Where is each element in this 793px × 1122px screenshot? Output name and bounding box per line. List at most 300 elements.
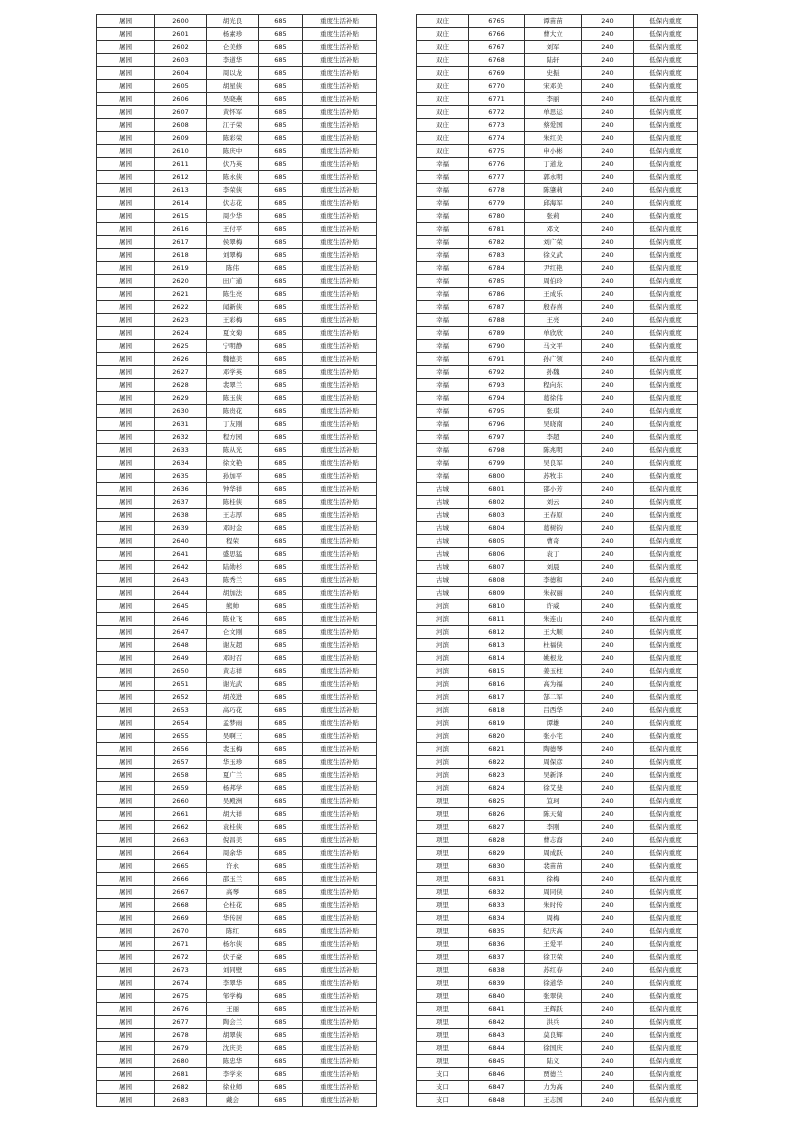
name-cell: 刘军 <box>525 41 582 54</box>
town-cell: 项里 <box>417 860 469 873</box>
amount-cell: 685 <box>259 873 303 886</box>
amount-cell: 240 <box>582 171 634 184</box>
amount-cell: 240 <box>582 977 634 990</box>
amount-cell: 685 <box>259 912 303 925</box>
category-cell: 重度生活补贴 <box>303 769 377 782</box>
category-cell: 低保内重度 <box>634 743 698 756</box>
table-row <box>97 652 377 665</box>
name-cell: 邓学英 <box>207 366 259 379</box>
amount-cell: 240 <box>582 678 634 691</box>
table-row <box>417 145 698 158</box>
category-cell: 低保内重度 <box>634 223 698 236</box>
category-cell: 重度生活补贴 <box>303 990 377 1003</box>
serial-cell: 6814 <box>469 652 525 665</box>
category-cell: 重度生活补贴 <box>303 184 377 197</box>
table-row <box>417 444 698 457</box>
name-cell: 周同侠 <box>525 886 582 899</box>
left-table-body <box>97 15 377 1107</box>
serial-cell: 2612 <box>155 171 207 184</box>
town-cell: 河滨 <box>417 639 469 652</box>
serial-cell: 2621 <box>155 288 207 301</box>
town-cell: 屠园 <box>97 379 155 392</box>
category-cell: 重度生活补贴 <box>303 717 377 730</box>
amount-cell: 685 <box>259 444 303 457</box>
name-cell: 李学来 <box>207 1068 259 1081</box>
town-cell: 项里 <box>417 821 469 834</box>
town-cell: 项里 <box>417 847 469 860</box>
serial-cell: 2600 <box>155 15 207 28</box>
table-row <box>97 431 377 444</box>
amount-cell: 685 <box>259 236 303 249</box>
category-cell: 重度生活补贴 <box>303 340 377 353</box>
name-cell: 沈庆美 <box>207 1042 259 1055</box>
table-row <box>417 743 698 756</box>
category-cell: 低保内重度 <box>634 873 698 886</box>
category-cell: 低保内重度 <box>634 925 698 938</box>
category-cell: 重度生活补贴 <box>303 951 377 964</box>
serial-cell: 2661 <box>155 808 207 821</box>
name-cell: 许威 <box>525 600 582 613</box>
town-cell: 屠园 <box>97 28 155 41</box>
town-cell: 河滨 <box>417 600 469 613</box>
town-cell: 屠园 <box>97 54 155 67</box>
category-cell: 重度生活补贴 <box>303 106 377 119</box>
amount-cell: 685 <box>259 522 303 535</box>
serial-cell: 2660 <box>155 795 207 808</box>
town-cell: 项里 <box>417 899 469 912</box>
name-cell: 周余华 <box>207 847 259 860</box>
category-cell: 重度生活补贴 <box>303 860 377 873</box>
town-cell: 屠园 <box>97 522 155 535</box>
amount-cell: 240 <box>582 652 634 665</box>
serial-cell: 6785 <box>469 275 525 288</box>
category-cell: 低保内重度 <box>634 106 698 119</box>
town-cell: 屠园 <box>97 171 155 184</box>
amount-cell: 685 <box>259 470 303 483</box>
amount-cell: 240 <box>582 223 634 236</box>
town-cell: 屠园 <box>97 340 155 353</box>
name-cell: 李德和 <box>525 574 582 587</box>
table-row <box>97 847 377 860</box>
category-cell: 重度生活补贴 <box>303 197 377 210</box>
table-row <box>97 899 377 912</box>
table-row <box>97 691 377 704</box>
name-cell: 李荣侠 <box>207 184 259 197</box>
serial-cell: 2672 <box>155 951 207 964</box>
serial-cell: 6818 <box>469 704 525 717</box>
serial-cell: 2615 <box>155 210 207 223</box>
table-row <box>97 119 377 132</box>
table-row <box>97 80 377 93</box>
town-cell: 屠园 <box>97 1081 155 1094</box>
name-cell: 陈天菊 <box>525 808 582 821</box>
category-cell: 重度生活补贴 <box>303 223 377 236</box>
serial-cell: 2681 <box>155 1068 207 1081</box>
serial-cell: 6829 <box>469 847 525 860</box>
category-cell: 低保内重度 <box>634 444 698 457</box>
serial-cell: 2679 <box>155 1042 207 1055</box>
category-cell: 重度生活补贴 <box>303 119 377 132</box>
category-cell: 重度生活补贴 <box>303 327 377 340</box>
town-cell: 屠园 <box>97 769 155 782</box>
category-cell: 重度生活补贴 <box>303 366 377 379</box>
town-cell: 双庄 <box>417 54 469 67</box>
category-cell: 低保内重度 <box>634 496 698 509</box>
amount-cell: 240 <box>582 210 634 223</box>
town-cell: 河滨 <box>417 691 469 704</box>
amount-cell: 685 <box>259 457 303 470</box>
category-cell: 低保内重度 <box>634 977 698 990</box>
name-cell: 魏德美 <box>207 353 259 366</box>
amount-cell: 685 <box>259 847 303 860</box>
town-cell: 双庄 <box>417 28 469 41</box>
name-cell: 周保彦 <box>525 756 582 769</box>
name-cell: 苏牧丰 <box>525 470 582 483</box>
town-cell: 河滨 <box>417 626 469 639</box>
town-cell: 屠园 <box>97 730 155 743</box>
town-cell: 屠园 <box>97 314 155 327</box>
town-cell: 双庄 <box>417 106 469 119</box>
category-cell: 重度生活补贴 <box>303 67 377 80</box>
category-cell: 重度生活补贴 <box>303 574 377 587</box>
table-row <box>417 561 698 574</box>
table-row <box>417 184 698 197</box>
category-cell: 重度生活补贴 <box>303 28 377 41</box>
town-cell: 屠园 <box>97 860 155 873</box>
town-cell: 屠园 <box>97 899 155 912</box>
name-cell: 申小彬 <box>525 145 582 158</box>
town-cell: 幸福 <box>417 223 469 236</box>
amount-cell: 685 <box>259 600 303 613</box>
table-row <box>97 158 377 171</box>
category-cell: 低保内重度 <box>634 782 698 795</box>
table-row <box>97 665 377 678</box>
category-cell: 低保内重度 <box>634 834 698 847</box>
table-row <box>417 340 698 353</box>
table-row <box>97 353 377 366</box>
table-row <box>97 210 377 223</box>
amount-cell: 685 <box>259 587 303 600</box>
town-cell: 项里 <box>417 834 469 847</box>
name-cell: 吕西华 <box>525 704 582 717</box>
amount-cell: 685 <box>259 730 303 743</box>
town-cell: 屠园 <box>97 587 155 600</box>
category-cell: 重度生活补贴 <box>303 847 377 860</box>
amount-cell: 685 <box>259 834 303 847</box>
town-cell: 幸福 <box>417 288 469 301</box>
amount-cell: 240 <box>582 639 634 652</box>
serial-cell: 6791 <box>469 353 525 366</box>
amount-cell: 685 <box>259 67 303 80</box>
amount-cell: 685 <box>259 704 303 717</box>
town-cell: 屠园 <box>97 873 155 886</box>
amount-cell: 240 <box>582 561 634 574</box>
town-cell: 屠园 <box>97 210 155 223</box>
amount-cell: 240 <box>582 392 634 405</box>
name-cell: 伏子豪 <box>207 951 259 964</box>
table-row <box>417 418 698 431</box>
name-cell: 高为福 <box>525 678 582 691</box>
amount-cell: 240 <box>582 340 634 353</box>
amount-cell: 240 <box>582 41 634 54</box>
serial-cell: 2662 <box>155 821 207 834</box>
category-cell: 重度生活补贴 <box>303 431 377 444</box>
table-row <box>97 327 377 340</box>
amount-cell: 685 <box>259 28 303 41</box>
serial-cell: 6842 <box>469 1016 525 1029</box>
serial-cell: 2606 <box>155 93 207 106</box>
category-cell: 低保内重度 <box>634 1068 698 1081</box>
amount-cell: 240 <box>582 431 634 444</box>
town-cell: 屠园 <box>97 392 155 405</box>
serial-cell: 2644 <box>155 587 207 600</box>
serial-cell: 2619 <box>155 262 207 275</box>
name-cell: 苏红春 <box>525 964 582 977</box>
amount-cell: 685 <box>259 691 303 704</box>
town-cell: 双庄 <box>417 15 469 28</box>
amount-cell: 685 <box>259 782 303 795</box>
name-cell: 胡茂进 <box>207 691 259 704</box>
amount-cell: 240 <box>582 873 634 886</box>
table-row <box>97 795 377 808</box>
table-row <box>417 899 698 912</box>
amount-cell: 685 <box>259 1081 303 1094</box>
town-cell: 幸福 <box>417 366 469 379</box>
amount-cell: 240 <box>582 886 634 899</box>
name-cell: 陈忠华 <box>207 1055 259 1068</box>
name-cell: 许永 <box>207 860 259 873</box>
serial-cell: 2603 <box>155 54 207 67</box>
town-cell: 项里 <box>417 1016 469 1029</box>
serial-cell: 2618 <box>155 249 207 262</box>
name-cell: 孙广领 <box>525 353 582 366</box>
town-cell: 幸福 <box>417 392 469 405</box>
town-cell: 屠园 <box>97 1055 155 1068</box>
name-cell: 徐义武 <box>525 249 582 262</box>
amount-cell: 685 <box>259 1029 303 1042</box>
table-row <box>97 223 377 236</box>
serial-cell: 2626 <box>155 353 207 366</box>
serial-cell: 6799 <box>469 457 525 470</box>
amount-cell: 240 <box>582 1055 634 1068</box>
table-row <box>417 717 698 730</box>
table-row <box>97 41 377 54</box>
table-row <box>97 1003 377 1016</box>
table-row <box>417 379 698 392</box>
town-cell: 屠园 <box>97 938 155 951</box>
category-cell: 低保内重度 <box>634 379 698 392</box>
serial-cell: 2630 <box>155 405 207 418</box>
amount-cell: 685 <box>259 639 303 652</box>
table-row <box>97 67 377 80</box>
table-row <box>97 860 377 873</box>
serial-cell: 6787 <box>469 301 525 314</box>
category-cell: 重度生活补贴 <box>303 353 377 366</box>
name-cell: 邓时召 <box>207 652 259 665</box>
category-cell: 低保内重度 <box>634 951 698 964</box>
category-cell: 重度生活补贴 <box>303 548 377 561</box>
category-cell: 低保内重度 <box>634 28 698 41</box>
table-row <box>97 1068 377 1081</box>
table-row <box>417 1029 698 1042</box>
table-row <box>417 470 698 483</box>
serial-cell: 2634 <box>155 457 207 470</box>
table-row <box>97 392 377 405</box>
table-row <box>417 67 698 80</box>
amount-cell: 685 <box>259 275 303 288</box>
serial-cell: 6770 <box>469 80 525 93</box>
serial-cell: 2602 <box>155 41 207 54</box>
serial-cell: 2678 <box>155 1029 207 1042</box>
table-row <box>417 457 698 470</box>
name-cell: 高巧花 <box>207 704 259 717</box>
amount-cell: 685 <box>259 288 303 301</box>
amount-cell: 240 <box>582 327 634 340</box>
serial-cell: 6811 <box>469 613 525 626</box>
amount-cell: 240 <box>582 418 634 431</box>
serial-cell: 6779 <box>469 197 525 210</box>
category-cell: 低保内重度 <box>634 457 698 470</box>
category-cell: 低保内重度 <box>634 964 698 977</box>
table-row <box>97 405 377 418</box>
town-cell: 屠园 <box>97 1094 155 1107</box>
serial-cell: 6834 <box>469 912 525 925</box>
name-cell: 王彩梅 <box>207 314 259 327</box>
category-cell: 重度生活补贴 <box>303 379 377 392</box>
serial-cell: 2610 <box>155 145 207 158</box>
category-cell: 低保内重度 <box>634 119 698 132</box>
serial-cell: 6801 <box>469 483 525 496</box>
category-cell: 重度生活补贴 <box>303 652 377 665</box>
serial-cell: 2675 <box>155 990 207 1003</box>
amount-cell: 685 <box>259 613 303 626</box>
serial-cell: 6788 <box>469 314 525 327</box>
table-row <box>97 574 377 587</box>
amount-cell: 240 <box>582 535 634 548</box>
table-row <box>417 496 698 509</box>
table-row <box>97 1042 377 1055</box>
table-row <box>97 1029 377 1042</box>
amount-cell: 685 <box>259 106 303 119</box>
serial-cell: 2632 <box>155 431 207 444</box>
name-cell: 朱叔丽 <box>525 587 582 600</box>
serial-cell: 2665 <box>155 860 207 873</box>
name-cell: 郜二军 <box>525 691 582 704</box>
serial-cell: 2637 <box>155 496 207 509</box>
category-cell: 重度生活补贴 <box>303 249 377 262</box>
amount-cell: 685 <box>259 171 303 184</box>
serial-cell: 2668 <box>155 899 207 912</box>
amount-cell: 685 <box>259 535 303 548</box>
town-cell: 项里 <box>417 1029 469 1042</box>
name-cell: 史振 <box>525 67 582 80</box>
town-cell: 屠园 <box>97 691 155 704</box>
name-cell: 刘晨 <box>525 561 582 574</box>
name-cell: 谢光武 <box>207 678 259 691</box>
amount-cell: 685 <box>259 145 303 158</box>
table-row <box>417 860 698 873</box>
category-cell: 低保内重度 <box>634 574 698 587</box>
name-cell: 李道华 <box>207 54 259 67</box>
category-cell: 低保内重度 <box>634 54 698 67</box>
table-row <box>97 977 377 990</box>
name-cell: 陈永侠 <box>207 171 259 184</box>
serial-cell: 6766 <box>469 28 525 41</box>
amount-cell: 685 <box>259 925 303 938</box>
name-cell: 曹志裔 <box>525 834 582 847</box>
table-row <box>97 886 377 899</box>
amount-cell: 685 <box>259 54 303 67</box>
table-row <box>97 509 377 522</box>
serial-cell: 6778 <box>469 184 525 197</box>
serial-cell: 6782 <box>469 236 525 249</box>
town-cell: 屠园 <box>97 717 155 730</box>
town-cell: 屠园 <box>97 977 155 990</box>
serial-cell: 6777 <box>469 171 525 184</box>
table-row <box>417 808 698 821</box>
table-row <box>417 15 698 28</box>
amount-cell: 240 <box>582 145 634 158</box>
table-row <box>97 145 377 158</box>
amount-cell: 240 <box>582 509 634 522</box>
serial-cell: 6808 <box>469 574 525 587</box>
serial-cell: 6780 <box>469 210 525 223</box>
category-cell: 重度生活补贴 <box>303 808 377 821</box>
name-cell: 曹大立 <box>525 28 582 41</box>
table-row <box>417 1094 698 1107</box>
town-cell: 屠园 <box>97 847 155 860</box>
table-row <box>97 561 377 574</box>
category-cell: 重度生活补贴 <box>303 600 377 613</box>
name-cell: 谭雄 <box>525 717 582 730</box>
town-cell: 屠园 <box>97 951 155 964</box>
amount-cell: 240 <box>582 795 634 808</box>
town-cell: 屠园 <box>97 834 155 847</box>
name-cell: 陈肇莉 <box>525 184 582 197</box>
name-cell: 程方园 <box>207 431 259 444</box>
serial-cell: 6775 <box>469 145 525 158</box>
amount-cell: 685 <box>259 327 303 340</box>
amount-cell: 240 <box>582 106 634 119</box>
amount-cell: 685 <box>259 314 303 327</box>
name-cell: 殷春喜 <box>525 301 582 314</box>
serial-cell: 6774 <box>469 132 525 145</box>
town-cell: 项里 <box>417 1003 469 1016</box>
table-row <box>97 1016 377 1029</box>
serial-cell: 6771 <box>469 93 525 106</box>
category-cell: 重度生活补贴 <box>303 275 377 288</box>
amount-cell: 240 <box>582 1016 634 1029</box>
name-cell: 夏文菊 <box>207 327 259 340</box>
name-cell: 张莉 <box>525 210 582 223</box>
category-cell: 重度生活补贴 <box>303 899 377 912</box>
table-row <box>97 951 377 964</box>
table-row <box>97 496 377 509</box>
name-cell: 裴玉梅 <box>207 743 259 756</box>
town-cell: 项里 <box>417 1042 469 1055</box>
table-row <box>97 548 377 561</box>
town-cell: 幸福 <box>417 236 469 249</box>
serial-cell: 2613 <box>155 184 207 197</box>
town-cell: 屠园 <box>97 652 155 665</box>
category-cell: 低保内重度 <box>634 431 698 444</box>
category-cell: 低保内重度 <box>634 886 698 899</box>
category-cell: 重度生活补贴 <box>303 704 377 717</box>
category-cell: 重度生活补贴 <box>303 938 377 951</box>
serial-cell: 6827 <box>469 821 525 834</box>
category-cell: 低保内重度 <box>634 470 698 483</box>
table-row <box>97 600 377 613</box>
